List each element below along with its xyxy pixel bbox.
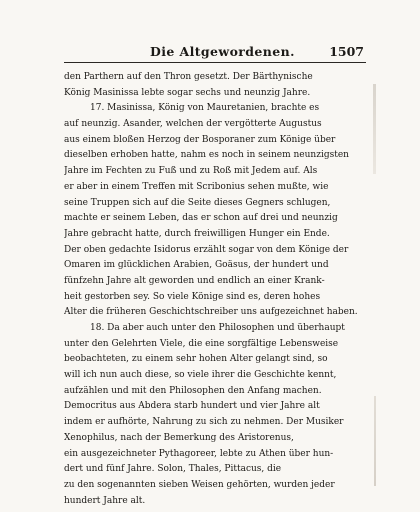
text-line: zu den sogenannten sieben Weisen gehörten, wurden jeder [64,479,335,490]
text-line: will ich nun auch diese, so viele ihrer die Geschichte kennt, [64,370,337,381]
text-line: aufzählen und mit den Philosophen den Anfang machen. [64,385,322,396]
text-line: dert und fünf Jahre. Solon, Thales, Pittacus, die [64,464,282,475]
text-line: den Parthern auf den Thron gesetzt. Der Bärthynische [64,72,313,82]
text-line: Omaren im glücklichen Arabien, Goäsus, der hundert und [64,260,329,271]
text-line: beobachteten, zu einem sehr hohen Alter gelangt sind, so [64,354,328,365]
text-line: hundert Jahre alt. [64,495,146,506]
text-line: Alter die früheren Geschichtschreiber uns aufgezeichnet haben. [64,307,358,318]
text-line: seine Truppen sich auf die Seite dieses Gegners schlugen, [64,197,331,208]
text-line: ein ausgezeichneter Pythagoreer, lebte zu Athen über hun- [64,448,334,459]
body-text [64,70,366,509]
text-line: auf neunzig. Asander, welchen der vergötterte Augustus [64,119,322,130]
text-line: 18. Da aber auch unter den Philosophen und überhaupt [90,323,345,333]
text-line: Jahre im Fechten zu Fuß und zu Roß mit Jedem auf. Als [64,166,318,177]
text-line: Xenophilus, nach der Bemerkung des Aristorenus, [64,432,294,443]
text-line: heit gestorben sey. So viele Könige sind es, deren hohes [64,291,321,302]
text-line: Democritus aus Abdera starb hundert und vier Jahre alt [64,401,320,412]
text-line: Der oben gedachte Isidorus erzählt sogar von dem Könige der [64,244,349,255]
page-edge-shadow [374,396,376,486]
text-line: machte er seinem Leben, das er schon auf drei und neunzig [64,213,338,224]
text-line: indem er aufhörte, Nahrung zu sich zu nehmen. Der Musiker [64,417,344,428]
text-line: fünfzehn Jahre alt geworden und endlich an einer Krank- [64,275,325,286]
page-edge-shadow [373,84,376,174]
header-rule [64,62,366,63]
page-title: Die Altgewordenen. [150,44,295,59]
text-line: aus einem bloßen Herzog der Bosporaner zum Könige über [64,134,336,145]
text-line: er aber in einem Treffen mit Scribonius sehen mußte, wie [64,181,329,192]
text-line: unter den Gelehrten Viele, die eine sorgfältige Lebensweise [64,338,339,349]
text-line: 17. Masinissa, König von Mauretanien, brachte es [90,103,320,114]
page-number: 1507 [329,44,364,59]
text-line: dieselben erhoben hatte, nahm es noch in seinem neunzigsten [64,150,349,161]
running-head [64,44,364,60]
text-line: König Masinissa lebte sogar sechs und neunzig Jahre. [64,87,311,98]
text-line: Jahre gebracht hatte, durch freiwilligen Hunger ein Ende. [64,228,330,239]
